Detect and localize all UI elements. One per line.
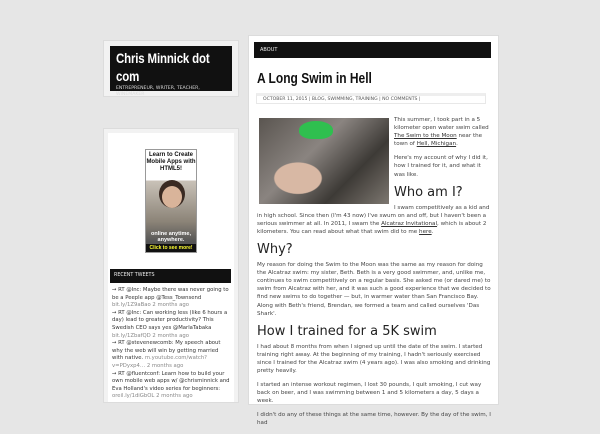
tweet-text: → RT @Inc: Maybe there was never going to be a Peeple app @Tess_Townsend	[112, 287, 229, 301]
tweet-link[interactable]: bit.ly/1ZbafQD	[112, 332, 151, 339]
tweet-text: → RT @Inc: Can working less (like 6 hours a day) lead to greater productivity? This Swedish CEO says yes @MarlaTabaka	[112, 309, 228, 331]
tweet-age[interactable]: 2 months ago	[146, 362, 184, 369]
heading-who-am-i: Who am I?	[394, 184, 463, 200]
ad-headline: Learn to Create Mobile Apps with HTML5!	[146, 152, 196, 172]
site-title[interactable]: Chris Minnick dot com	[116, 50, 210, 84]
swim-cap	[299, 121, 333, 139]
tweet-age[interactable]: 2 months ago	[152, 332, 189, 339]
nav-bar	[254, 42, 491, 58]
site-tagline: ENTREPRENEUR, WRITER, TEACHER, WINEMAKER	[116, 86, 200, 97]
paragraph: I started an intense workout regimen, I lost 30 pounds, I quit smoking, I cut way back on beer, and I was swimming between 1 and 5 kilometers a day, 5 days a week.	[257, 382, 482, 405]
link-swim-to-the-moon[interactable]: The Swim to the Moon	[394, 133, 457, 140]
tweet-item	[112, 287, 230, 310]
tweet-text: → RT @fluentconf: Learn how to build your own mobile web apps w/ @chrisminnick and Eva Holland's video series for beginners:	[112, 370, 230, 392]
tweet-text: → RT @stevenewcomb: My speech about why the web will win by getting married with native.	[112, 340, 221, 362]
recent-tweets-heading: RECENT TWEETS	[110, 269, 231, 283]
header-panel	[103, 40, 239, 97]
link-hell-michigan[interactable]: Hell, Michigan	[416, 141, 457, 148]
ad-banner[interactable]	[145, 149, 197, 253]
paragraph: Here's my account of why I did it, how I trained for it, and what it was like.	[394, 155, 488, 178]
tweet-age[interactable]: 2 months ago	[156, 393, 193, 400]
tweet-item	[112, 310, 230, 340]
nav-about[interactable]: ABOUT	[260, 47, 278, 53]
paragraph: I didn't do any of these things at the same time, however. By the day of the swim, I had	[257, 412, 491, 427]
ad-cta[interactable]: Click to see more!	[146, 244, 196, 252]
tweet-list	[112, 287, 230, 401]
ad-person-image	[162, 186, 182, 208]
paragraph: I had about 8 months from when I signed up until the date of the swim. I started training right away. At the beginning of my training, I hadn't seriously exercised since I trained for the Alcatraz swim (4 years ago). I was also smoking and drinking pretty heavily.	[257, 343, 491, 374]
link-alcatraz[interactable]: Alcatraz Invitational	[381, 220, 438, 227]
link-here[interactable]: here	[419, 228, 432, 235]
tweet-link[interactable]: bit.ly/1Z9aBao	[112, 302, 151, 309]
site-header	[110, 46, 232, 97]
heading-why: Why?	[257, 242, 293, 258]
tweet-item	[112, 340, 230, 370]
swimmer-photo	[259, 118, 389, 204]
heading-training: How I trained for a 5K swim	[257, 323, 437, 339]
main-content	[248, 35, 499, 427]
tweet-item	[112, 371, 230, 401]
paragraph: My reason for doing the Swim to the Moon was the same as my reason for doing the Alcatraz swim: my sister, Beth. Beth is a very good swimmer, and, unlike me, continues to swim competitively on a regular basis. She asked me (or dared me) to swim from Alcatraz with her, and it was such a good experience that we decided to find new swims to do together — but, in warmer water than San Francisco Bay. Along with Beth's friend, Brendan, we formed a team and called ourselves 'Das Shark'.	[257, 262, 491, 317]
post-meta: OCTOBER 11, 2015 | BLOG, SWIMMING, TRAINING | NO COMMENTS |	[256, 93, 486, 104]
paragraph: I swam competitively as a kid and in high school. Since then (I'm 43 now) I've swum on and off, but I haven't been a serious swimmer at all. In 2011, I swam the Alcatraz Invitational, which is about 2 kilometers. You can read about what that swim did to me here.	[257, 204, 490, 235]
post-title[interactable]: A Long Swim in Hell	[257, 70, 372, 87]
ad-subtext: online anytime, anywhere.	[150, 231, 192, 243]
tweet-age[interactable]: 2 months ago	[152, 302, 189, 309]
sidebar	[103, 128, 239, 403]
paragraph: This summer, I took part in a 5 kilometer open water swim called The Swim to the Moon near the town of Hell, Michigan.	[394, 117, 489, 148]
tweet-link[interactable]: m.youtube.com/watch?v=PDyxp4…	[112, 355, 207, 369]
tweet-link[interactable]: oreil.ly/1diGbOL	[112, 393, 155, 400]
